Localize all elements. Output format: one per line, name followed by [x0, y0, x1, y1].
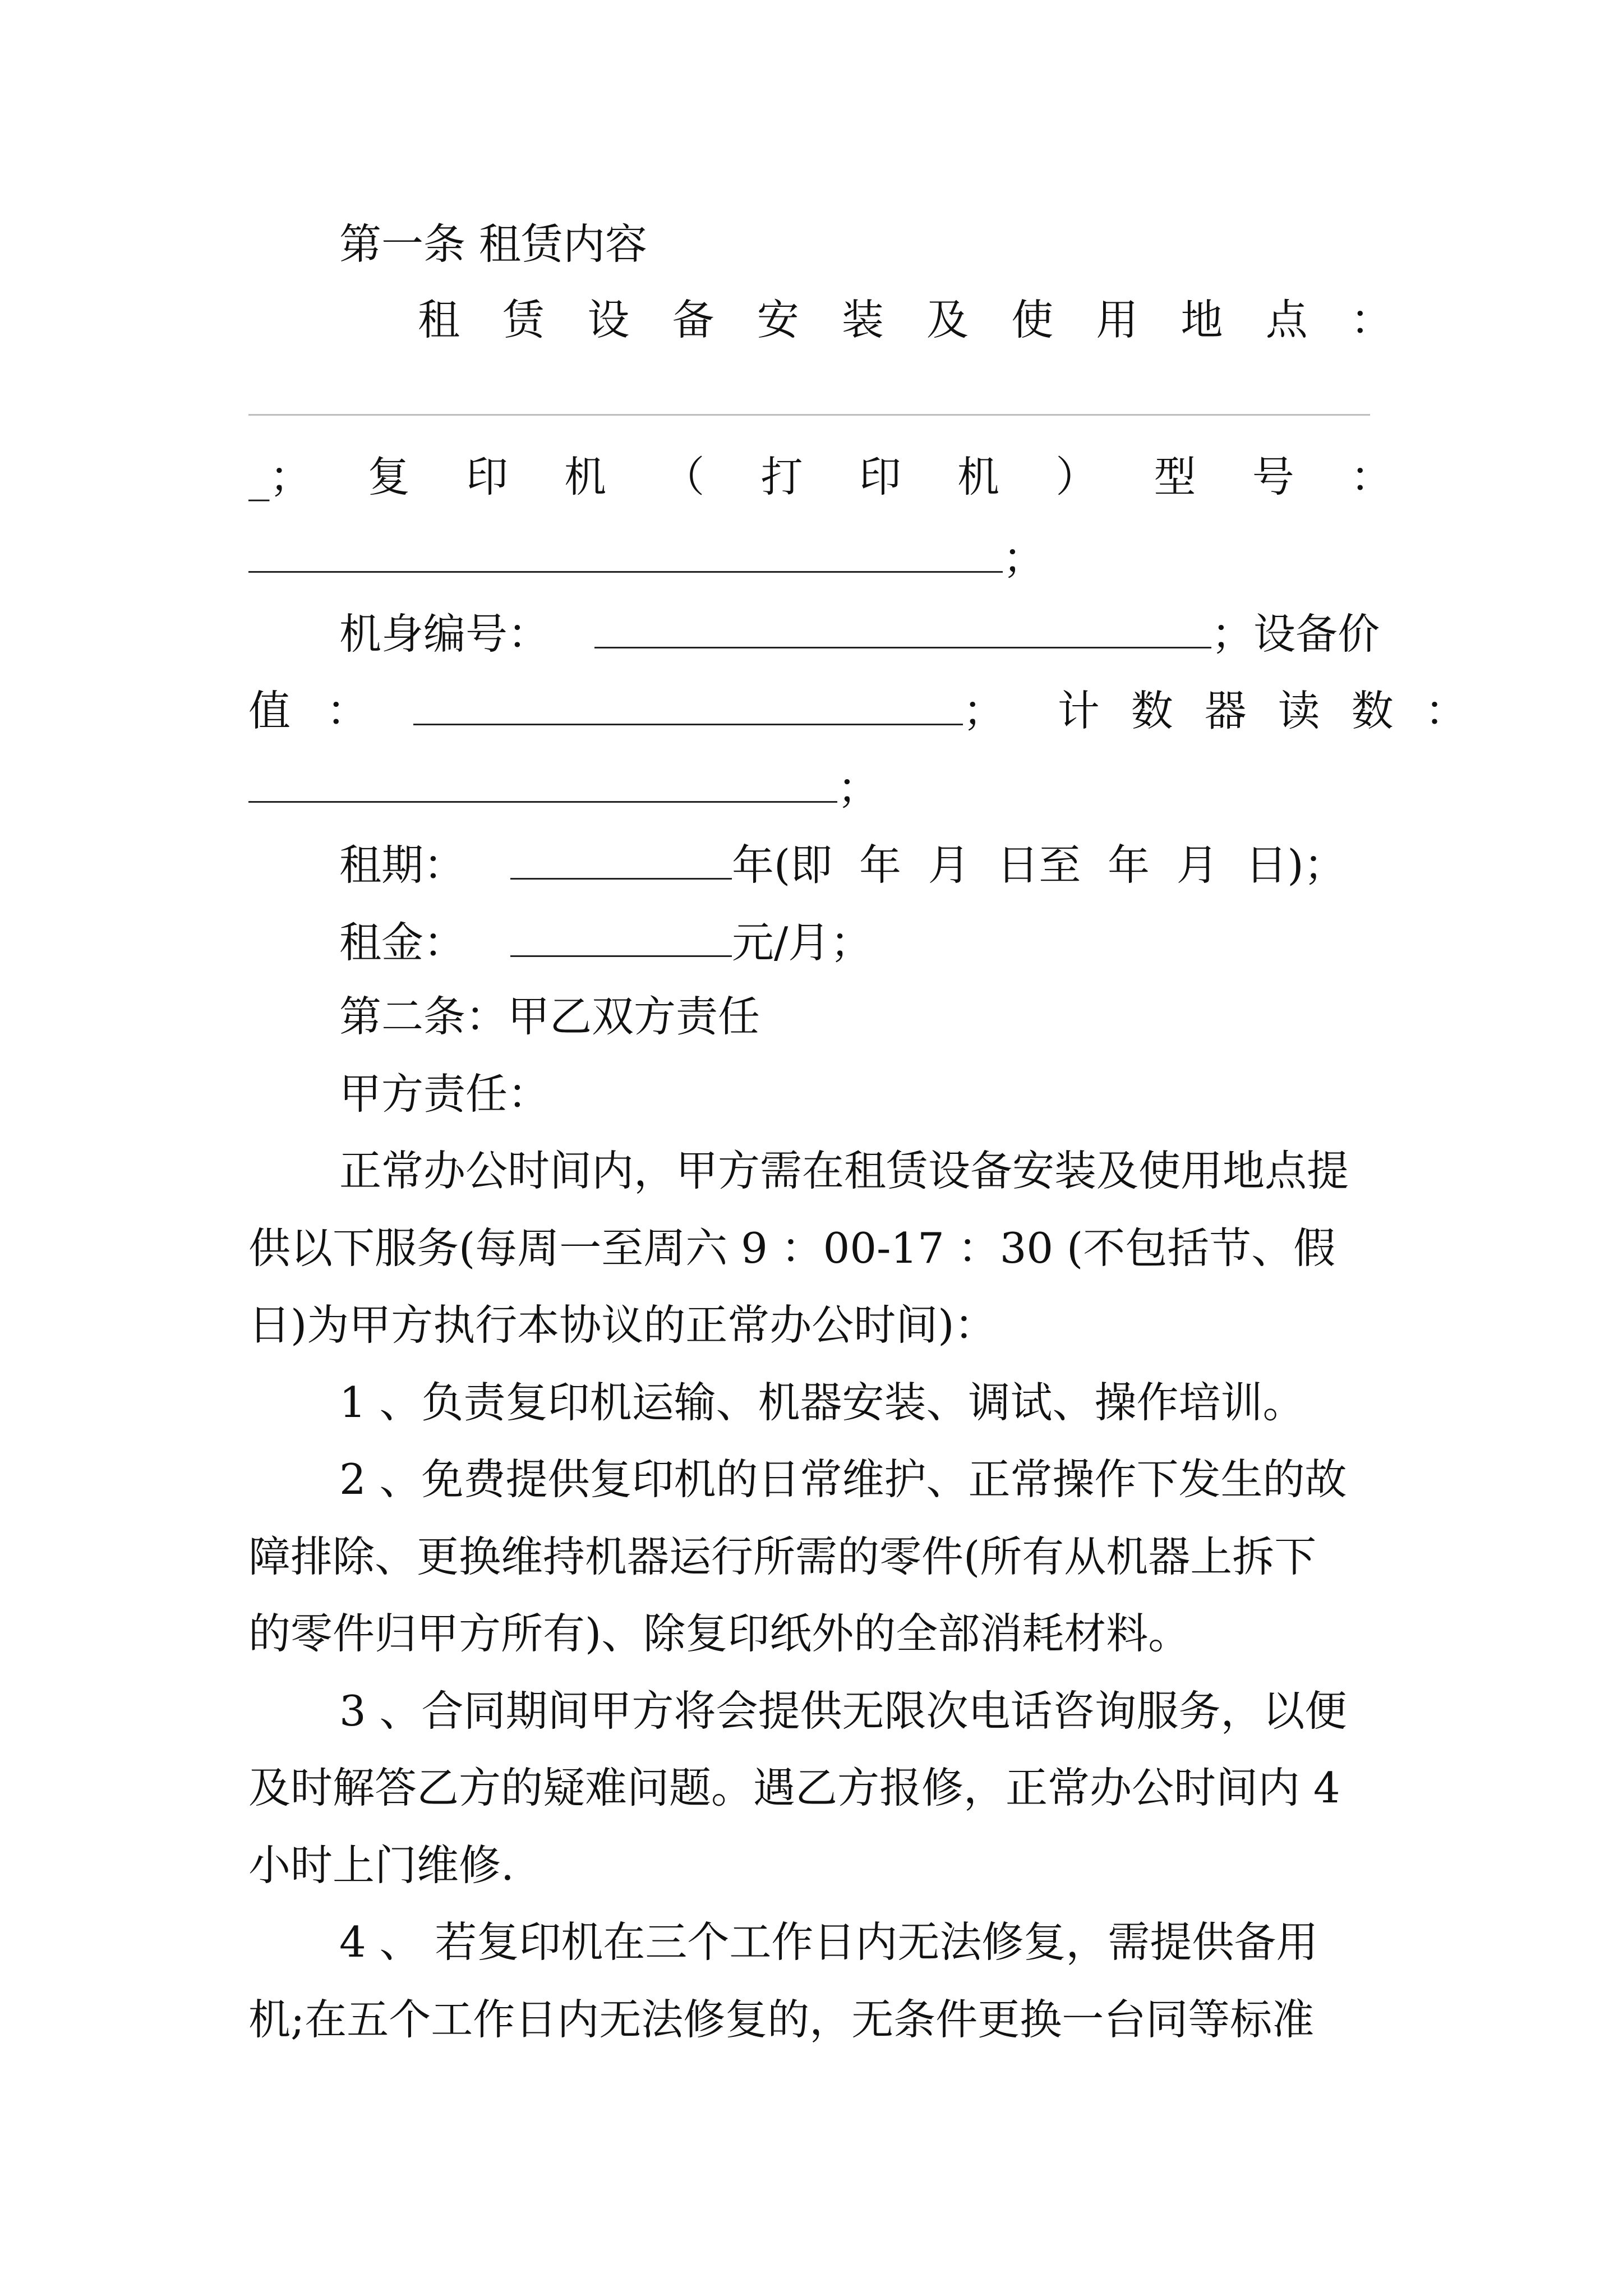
rent-blank[interactable]: [510, 912, 732, 957]
lease-blank[interactable]: [510, 834, 732, 880]
item-4-line-2: 机;在五个工作日内无法修复的，无条件更换一台同等标准: [248, 1995, 1315, 2044]
item-3-line-3: 小时上门维修.: [248, 1841, 514, 1890]
model-blank[interactable]: [248, 527, 1003, 573]
item-1: 1 、负责复印机运输、机器安装、调试、操作培训。: [339, 1378, 1305, 1427]
model-line: ；: [248, 527, 1393, 583]
install-location-blank[interactable]: [248, 414, 1370, 416]
item-2-line-1: 2 、免费提供复印机的日常维护、正常操作下发生的故: [339, 1455, 1347, 1504]
install-location-label: 租 赁 设 备 安 装 及 使 用 地 点 ：: [418, 295, 1393, 344]
intro-line-3: 日)为甲方执行本协议的正常办公时间)：: [248, 1300, 997, 1350]
item-3-line-1: 3 、合同期间甲方将会提供无限次电话咨询服务，以便: [339, 1686, 1347, 1736]
item-3-line-2: 及时解答乙方的疑难问题。遇乙方报修，正常办公时间内 4: [248, 1763, 1340, 1812]
counter-line: ；: [248, 757, 1393, 813]
item-2-line-3: 的零件归甲方所有)、除复印纸外的全部消耗材料。: [248, 1609, 1191, 1658]
counter-label: 计 数 器 读 数 ：: [1057, 686, 1467, 735]
item-4-line-1: 4 、 若复印机在三个工作日内无法修复，需提供备用: [339, 1917, 1318, 1967]
value-counter-line: 值 ： ； 计 数 器 读 数 ：: [248, 680, 1393, 736]
serial-line: 机身编号： ；设备价: [339, 603, 1393, 659]
article1-title: 第一条 租赁内容: [339, 219, 647, 269]
intro-line-2: 供以下服务(每周一至周六 9 ：00-17 ：30 (不包括节、假: [248, 1223, 1336, 1273]
counter-blank[interactable]: [248, 757, 837, 803]
lease-line: 租期： 年(即 年 月 日至 年 月 日)；: [339, 834, 1393, 890]
article2-title: 第二条：甲乙双方责任: [339, 992, 760, 1041]
value-blank[interactable]: [413, 680, 963, 725]
intro-line-1: 正常办公时间内，甲方需在租赁设备安装及使用地点提: [339, 1146, 1349, 1195]
item-2-line-2: 障排除、更换维持机器运行所需的零件(所有从机器上拆下: [248, 1532, 1317, 1581]
party-a-title: 甲方责任：: [339, 1069, 550, 1119]
rent-line: 租金： 元/月；: [339, 912, 1393, 968]
serial-blank[interactable]: [594, 603, 1211, 648]
model-label: _； 复 印 机 （ 打 印 机 ） 型 号 ：: [248, 452, 1393, 501]
